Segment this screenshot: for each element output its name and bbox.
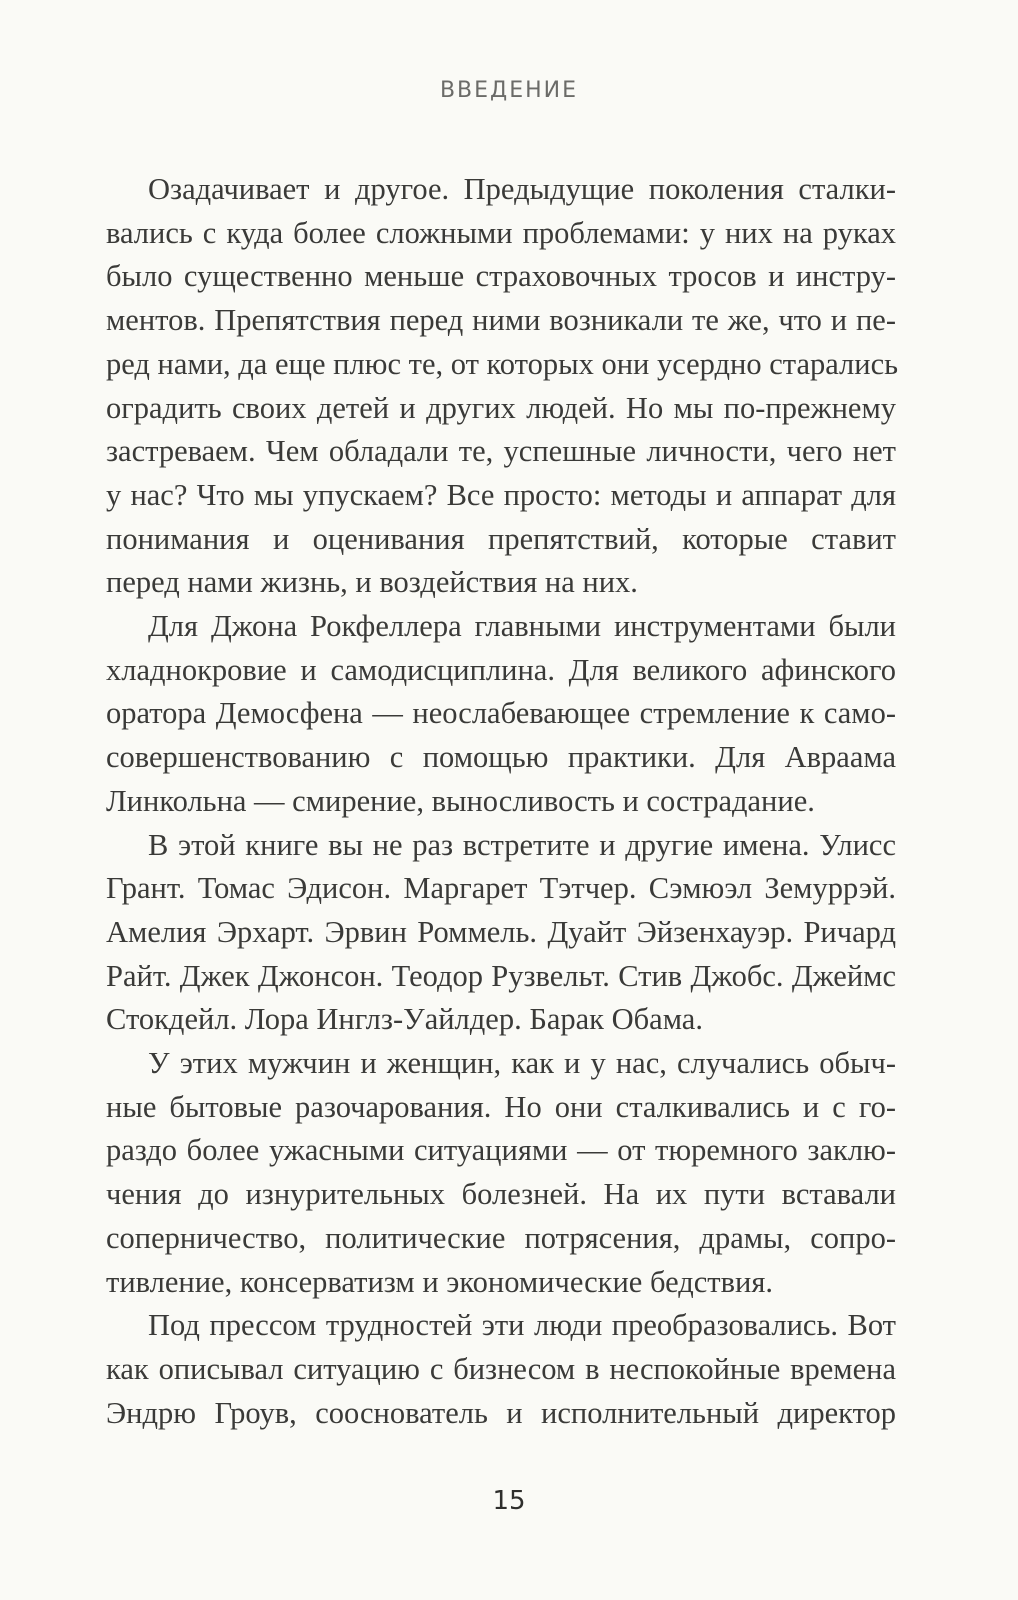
- paragraph: [106, 1042, 896, 1304]
- text-line: застреваем. Чем обладали те, успешные личности, чего нет: [106, 434, 896, 469]
- running-header: ВВЕДЕНИЕ: [439, 78, 579, 103]
- text-line: Под прессом трудностей эти люди преобразовались. Вот: [148, 1308, 896, 1343]
- paragraph: [106, 824, 896, 1043]
- text-line: чения до изнурительных болезней. На их пути вставали: [106, 1177, 896, 1212]
- text-line: Для Джона Рокфеллера главными инструментами были: [148, 609, 896, 644]
- text-line: У этих мужчин и женщин, как и у нас, случались обыч-: [148, 1046, 896, 1081]
- text-line: перед нами жизнь, и воздействия на них.: [106, 565, 638, 600]
- text-line: было существенно меньше страховочных тросов и инстру-: [106, 259, 896, 294]
- text-line: как описывал ситуацию с бизнесом в неспокойные времена: [106, 1351, 896, 1386]
- text-line: вались с куда более сложными проблемами: у них на руках: [106, 215, 896, 250]
- text-line: у нас? Что мы упускаем? Все просто: методы и аппарат для: [106, 477, 896, 512]
- text-line: Линкольна — смирение, выносливость и сострадание.: [106, 783, 815, 818]
- text-line: хладнокровие и самодисциплина. Для великого афинского: [106, 652, 896, 687]
- text-line: Эндрю Гроув, сооснователь и исполнительный директор: [106, 1395, 896, 1430]
- paragraph: [106, 605, 896, 824]
- text-line: оратора Демосфена — неослабевающее стремление к само-: [106, 696, 896, 731]
- text-line: Грант. Томас Эдисон. Маргарет Тэтчер. Сэмюэл Земуррэй.: [106, 871, 896, 906]
- text-line: Райт. Джек Джонсон. Теодор Рузвельт. Стив Джобс. Джеймс: [106, 958, 896, 993]
- text-line: В этой книге вы не раз встретите и другие имена. Улисс: [148, 827, 896, 862]
- page-number: 15: [492, 1486, 526, 1516]
- text-line: совершенствованию с помощью практики. Для Авраама: [106, 740, 896, 775]
- paragraph: [106, 1304, 896, 1435]
- text-line: Амелия Эрхарт. Эрвин Роммель. Дуайт Эйзенхауэр. Ричард: [106, 914, 896, 949]
- text-line: тивление, консерватизм и экономические бедствия.: [106, 1264, 773, 1299]
- page-body-text: [106, 168, 899, 1435]
- text-line: соперничество, политические потрясения, драмы, сопро-: [106, 1220, 896, 1255]
- text-line: Стокдейл. Лора Инглз-Уайлдер. Барак Обама.: [106, 1002, 703, 1037]
- paragraph: [106, 168, 899, 605]
- text-line: ные бытовые разочарования. Но они сталкивались и с го-: [106, 1089, 896, 1124]
- text-line: Озадачивает и другое. Предыдущие поколения сталки-: [148, 172, 896, 206]
- text-line: ментов. Препятствия перед ними возникали те же, что и пе-: [106, 303, 896, 338]
- text-line: раздо более ужасными ситуациями — от тюремного заклю-: [106, 1133, 896, 1168]
- text-line: ред нами, да еще плюс те, от которых они усердно старались: [106, 346, 899, 381]
- text-line: понимания и оценивания препятствий, которые ставит: [106, 521, 896, 556]
- text-line: оградить своих детей и других людей. Но мы по-прежнему: [106, 390, 896, 425]
